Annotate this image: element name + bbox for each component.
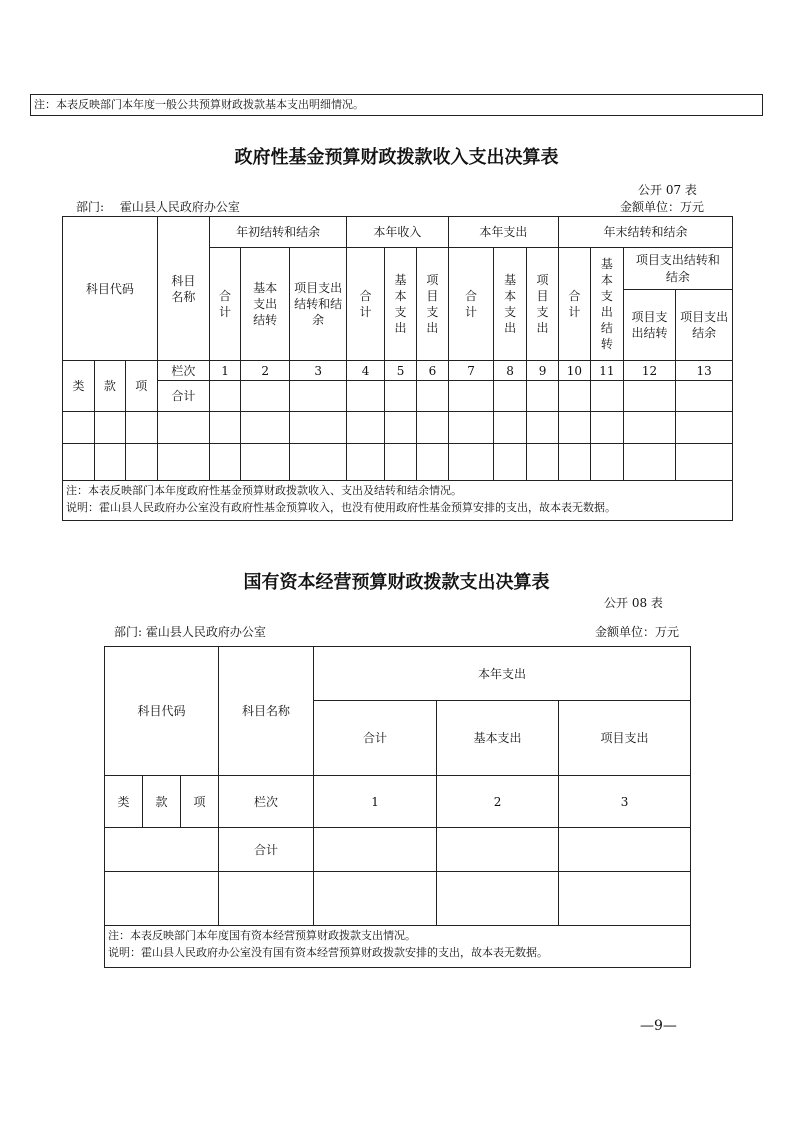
- table08-department: 部门: 霍山县人民政府办公室: [114, 625, 266, 639]
- table08-col-2: 2: [437, 776, 559, 828]
- table08-title: 国有资本经营预算财政拨款支出决算表: [243, 572, 550, 593]
- table07-header-expense-basic: 基本支出: [494, 248, 527, 361]
- table07-col-4: 4: [347, 361, 385, 381]
- table07-header-income: 本年收入: [347, 217, 449, 248]
- table07-code: 公开 07 表: [638, 183, 697, 197]
- table08-header-subject-name: 科目名称: [219, 647, 314, 776]
- table07-col-5: 5: [385, 361, 417, 381]
- table07-header-expense-project: 项目支出: [527, 248, 559, 361]
- table-row: [63, 444, 733, 481]
- table07-note-1: 注：本表反映部门本年度政府性基金预算财政拨款收入、支出及结转和结余情况。: [66, 484, 462, 497]
- table08: [104, 646, 691, 968]
- table07-cell-lei: 类: [63, 361, 95, 412]
- table08-col-1: 1: [314, 776, 437, 828]
- page-number: —9—: [640, 1018, 677, 1034]
- table07-department: 部门: 霍山县人民政府办公室: [76, 200, 240, 214]
- table07-col-2: 2: [241, 361, 290, 381]
- table07-header-end-project: 项目支出结转和结余: [623, 248, 732, 290]
- table07-header-subject-code: 科目代码: [63, 217, 158, 361]
- table07-cell-kuan: 款: [94, 361, 125, 412]
- table07-col-8: 8: [494, 361, 527, 381]
- table07-title: 政府性基金预算财政拨款收入支出决算表: [234, 147, 559, 168]
- table07: [62, 216, 733, 521]
- table07-header-end-total: 合计: [558, 248, 590, 361]
- table08-col-3: 3: [559, 776, 691, 828]
- table08-cell-lanci: 栏次: [219, 776, 314, 828]
- table07-header-end-basic: 基本支出结转: [590, 248, 623, 361]
- table07-total-row: [63, 381, 733, 412]
- table07-col-7: 7: [448, 361, 493, 381]
- table-row: [105, 872, 691, 926]
- table07-col-9: 9: [527, 361, 559, 381]
- table07-header-begin-project: 项目支出结转和结余: [290, 248, 347, 361]
- table08-header-project: 项目支出: [559, 701, 691, 776]
- table08-cell-kuan: 款: [143, 776, 181, 828]
- table07-header-expense-total: 合计: [448, 248, 493, 361]
- table07-cell-lanci: 栏次: [157, 361, 209, 381]
- table07-header-end-project-carry: 项目支出结转: [623, 290, 675, 361]
- table07-header-begin-total: 合计: [210, 248, 241, 361]
- table08-cell-lei: 类: [105, 776, 143, 828]
- table07-unit: 金额单位：万元: [620, 200, 705, 214]
- table08-unit: 金额单位：万元: [595, 625, 680, 639]
- table07-col-6: 6: [416, 361, 448, 381]
- table07-col-3: 3: [290, 361, 347, 381]
- table07-header-begin: 年初结转和结余: [210, 217, 347, 248]
- table07-column-index-row: [63, 361, 733, 381]
- table07-header-expense: 本年支出: [448, 217, 558, 248]
- table07-col-1: 1: [210, 361, 241, 381]
- table08-header-total: 合计: [314, 701, 437, 776]
- table08-note-1: 注：本表反映部门本年度国有资本经营预算财政拨款支出情况。: [108, 929, 416, 942]
- table08-column-index-row: [105, 776, 691, 828]
- table07-col-13: 13: [676, 361, 733, 381]
- table07-col-11: 11: [590, 361, 623, 381]
- table08-header-basic: 基本支出: [437, 701, 559, 776]
- table08-header-expense: 本年支出: [314, 647, 691, 701]
- table-row: [63, 412, 733, 444]
- table08-note-2: 说明：霍山县人民政府办公室没有国有资本经营预算财政拨款安排的支出，故本表无数据。: [108, 946, 548, 959]
- table07-note-2: 说明：霍山县人民政府办公室没有政府性基金预算收入，也没有使用政府性基金预算安排的支出，故本表无数据。: [66, 501, 616, 514]
- table07-header-begin-basic: 基本支出结转: [241, 248, 290, 361]
- table08-code: 公开 08 表: [604, 596, 663, 610]
- table07-cell-xiang: 项: [125, 361, 157, 412]
- table07-header-end: 年末结转和结余: [558, 217, 732, 248]
- table08-header-subject-code: 科目代码: [105, 647, 219, 776]
- top-note: 注：本表反映部门本年度一般公共预算财政拨款基本支出明细情况。: [30, 94, 763, 116]
- table07-header-end-project-surplus: 项目支出结余: [676, 290, 733, 361]
- table08-total-row: [105, 828, 691, 872]
- table07-col-12: 12: [623, 361, 675, 381]
- table07-header-income-basic: 基本支出: [385, 248, 417, 361]
- table07-header-income-total: 合计: [347, 248, 385, 361]
- table07-header-subject-name: 科目名称: [157, 217, 209, 361]
- table07-col-10: 10: [558, 361, 590, 381]
- table08-cell-heji: 合计: [219, 828, 314, 872]
- table08-cell-xiang: 项: [181, 776, 219, 828]
- table07-notes: [63, 481, 733, 521]
- table07-cell-heji: 合计: [157, 381, 209, 412]
- table08-notes: [105, 926, 691, 968]
- table07-header-income-project: 项目支出: [416, 248, 448, 361]
